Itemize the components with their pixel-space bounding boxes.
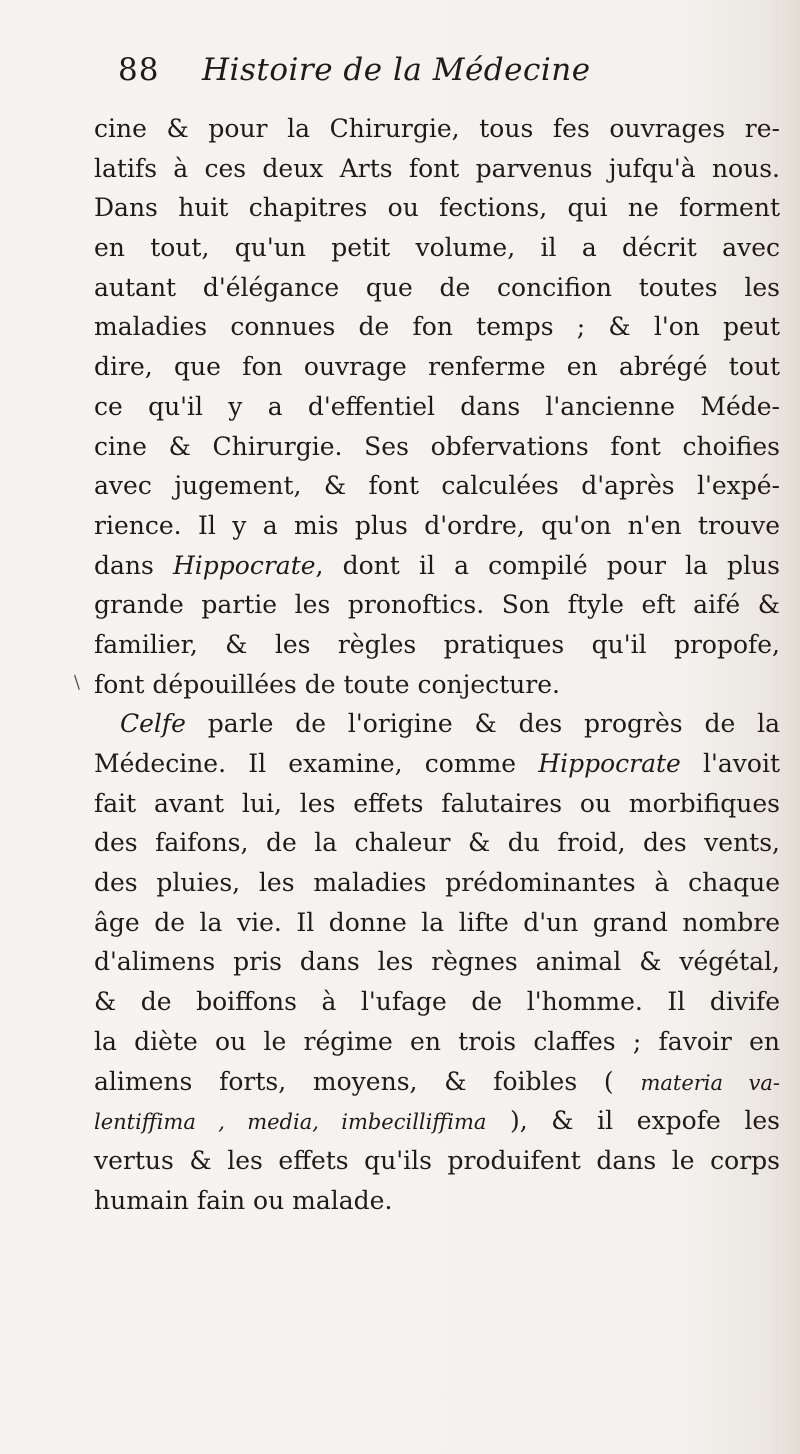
italic-name: Hippocrate: [172, 550, 316, 580]
text-line: autant d'élégance que de concifion toutes les: [94, 272, 780, 302]
paragraph-start-line: Celfe parle de l'origine & des progrès de la: [120, 709, 780, 739]
latin-phrase: materia va-: [640, 1070, 780, 1095]
text-line: grande partie les pronoftics. Son ftyle eft aifé &: [94, 590, 780, 620]
text-line: dans Hippocrate, dont il a compilé pour la plus: [94, 550, 780, 580]
text-line: familier, & les règles pratiques qu'il propofe,: [94, 629, 780, 659]
text-line: avec jugement, & font calculées d'après l'expé-: [94, 471, 780, 501]
text-line: maladies connues de fon temps ; & l'on peut: [94, 312, 780, 342]
italic-name: Hippocrate: [538, 749, 681, 778]
text-line: font dépouillées de toute conjecture.: [94, 669, 560, 699]
text-line: cine & pour la Chirurgie, tous fes ouvrages re-: [94, 114, 780, 143]
text-line: vertus & les effets qu'ils produifent dans le corps: [94, 1145, 780, 1175]
text-line: fait avant lui, les effets falutaires ou morbifiques: [94, 788, 780, 818]
running-title: Histoire de la Médecine: [202, 52, 591, 88]
text-line: cine & Chirurgie. Ses obfervations font choifies: [94, 431, 780, 461]
text-line: âge de la vie. Il donne la lifte d'un grand nombre: [94, 907, 780, 937]
text-line: dire, que fon ouvrage renferme en abrégé tout: [94, 352, 780, 382]
text-line: la diète ou le régime en trois claffes ; favoir en: [94, 1026, 780, 1056]
text-line: rience. Il y a mis plus d'ordre, qu'on n'en trouve: [94, 510, 780, 540]
text-line: des pluies, les maladies prédominantes à chaque: [94, 868, 780, 898]
text-line: Médecine. Il examine, comme Hippocrate l'avoit: [94, 749, 781, 778]
latin-phrase: lentiffima , media, imbecilliffima: [94, 1110, 487, 1135]
body-text: [94, 109, 780, 1220]
page-number: 88: [118, 52, 160, 88]
running-head: [118, 52, 778, 92]
margin-mark: /: [68, 672, 86, 693]
text-line: & de boiffons à l'ufage de l'homme. Il divife: [94, 987, 780, 1017]
text-line: humain fain ou malade.: [94, 1185, 393, 1215]
text-line: Dans huit chapitres ou fections, qui ne forment: [94, 193, 780, 223]
text-line: d'alimens pris dans les règnes animal & végétal,: [94, 947, 780, 977]
text-line: en tout, qu'un petit volume, il a décrit avec: [94, 233, 780, 263]
text-line: latifs à ces deux Arts font parvenus jufqu'à nous.: [94, 153, 780, 183]
text-line: ce qu'il y a d'effentiel dans l'ancienne Méde-: [94, 391, 780, 421]
text-line: des faifons, de la chaleur & du froid, des vents,: [94, 828, 780, 858]
text-line: lentiffima , media, imbecilliffima ), & il expofe les: [94, 1106, 780, 1136]
text-line: alimens forts, moyens, & foibles ( materia va-: [94, 1066, 780, 1096]
italic-name: Celfe: [120, 709, 186, 739]
